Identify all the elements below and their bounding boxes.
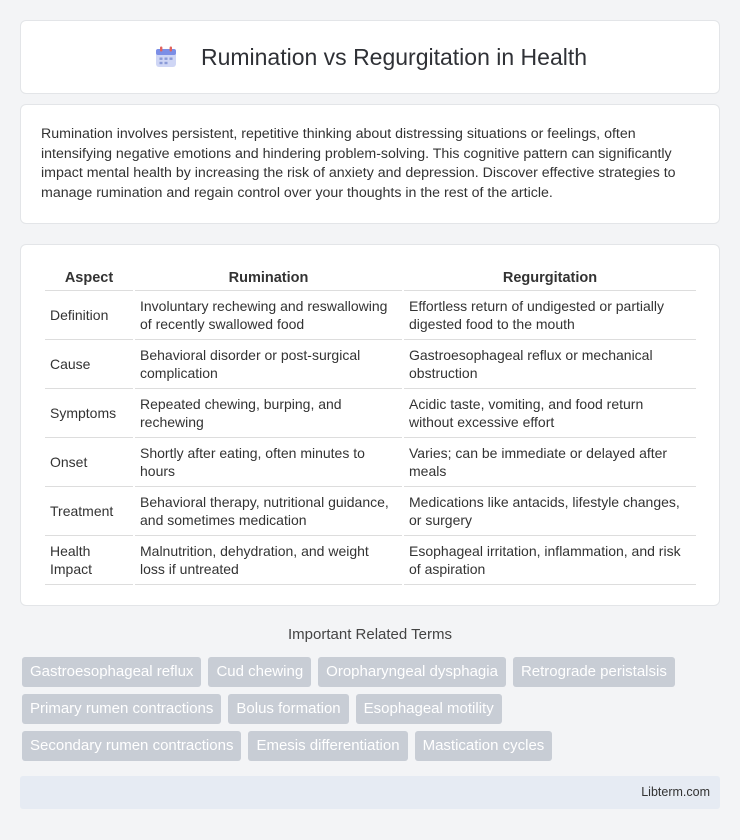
table-cell-aspect: Health Impact <box>45 536 133 585</box>
table-cell-rumination: Involuntary rechewing and reswallowing of recently swallowed food <box>135 291 402 340</box>
table-cell-aspect: Definition <box>45 291 133 340</box>
table-cell-regurgitation: Varies; can be immediate or delayed after meals <box>404 438 696 487</box>
table-cell-regurgitation: Esophageal irritation, inflammation, and risk of aspiration <box>404 536 696 585</box>
table-row <box>45 536 696 585</box>
tag-primary-rumen-contractions[interactable]: Primary rumen contractions <box>22 694 221 724</box>
table-cell-rumination: Repeated chewing, burping, and rechewing <box>135 389 402 438</box>
tag-retrograde-peristalsis[interactable]: Retrograde peristalsis <box>513 657 675 687</box>
table-cell-rumination: Malnutrition, dehydration, and weight loss if untreated <box>135 536 402 585</box>
tag-row <box>22 731 722 761</box>
comparison-table-card <box>20 244 720 606</box>
tag-bolus-formation[interactable]: Bolus formation <box>228 694 348 724</box>
column-header-regurgitation: Regurgitation <box>404 265 696 291</box>
table-row <box>45 487 696 536</box>
table-row <box>45 438 696 487</box>
table-cell-aspect: Cause <box>45 340 133 389</box>
header-card <box>20 20 720 94</box>
tag-cud-chewing[interactable]: Cud chewing <box>208 657 311 687</box>
tag-oropharyngeal-dysphagia[interactable]: Oropharyngeal dysphagia <box>318 657 506 687</box>
table-cell-regurgitation: Acidic taste, vomiting, and food return without excessive effort <box>404 389 696 438</box>
related-terms-list <box>22 657 722 768</box>
comparison-table <box>43 265 698 585</box>
tag-esophageal-motility[interactable]: Esophageal motility <box>356 694 502 724</box>
table-cell-regurgitation: Medications like antacids, lifestyle changes, or surgery <box>404 487 696 536</box>
page-title: Rumination vs Regurgitation in Health <box>200 43 588 70</box>
table-row <box>45 291 696 340</box>
tag-row <box>22 657 722 687</box>
tag-mastication-cycles[interactable]: Mastication cycles <box>415 731 553 761</box>
column-header-aspect: Aspect <box>45 265 133 291</box>
table-row <box>45 389 696 438</box>
related-terms-heading: Important Related Terms <box>288 626 452 643</box>
footer-site-link[interactable]: Libterm.com <box>641 785 710 799</box>
intro-card <box>20 104 720 224</box>
footer <box>20 776 720 809</box>
table-cell-aspect: Treatment <box>45 487 133 536</box>
table-row <box>45 340 696 389</box>
table-cell-rumination: Shortly after eating, often minutes to hours <box>135 438 402 487</box>
table-cell-regurgitation: Effortless return of undigested or partially digested food to the mouth <box>404 291 696 340</box>
tag-emesis-differentiation[interactable]: Emesis differentiation <box>248 731 407 761</box>
tag-gastroesophageal-reflux[interactable]: Gastroesophageal reflux <box>22 657 201 687</box>
column-header-rumination: Rumination <box>135 265 402 291</box>
intro-paragraph: Rumination involves persistent, repetitive thinking about distressing situations or feelings, often intensifying negative emotions and hindering problem-solving. This cognitive pattern can significantly impact mental health by increasing the risk of anxiety and depression. Discover effective strategies to manage rumination and regain control over your thoughts in the rest of the article. <box>41 126 676 201</box>
table-cell-rumination: Behavioral therapy, nutritional guidance, and sometimes medication <box>135 487 402 536</box>
table-cell-aspect: Onset <box>45 438 133 487</box>
table-cell-rumination: Behavioral disorder or post-surgical complication <box>135 340 402 389</box>
tag-row <box>22 694 722 724</box>
table-header-row <box>45 265 696 291</box>
calendar-icon <box>153 44 179 70</box>
table-cell-regurgitation: Gastroesophageal reflux or mechanical obstruction <box>404 340 696 389</box>
tag-secondary-rumen-contractions[interactable]: Secondary rumen contractions <box>22 731 241 761</box>
table-cell-aspect: Symptoms <box>45 389 133 438</box>
